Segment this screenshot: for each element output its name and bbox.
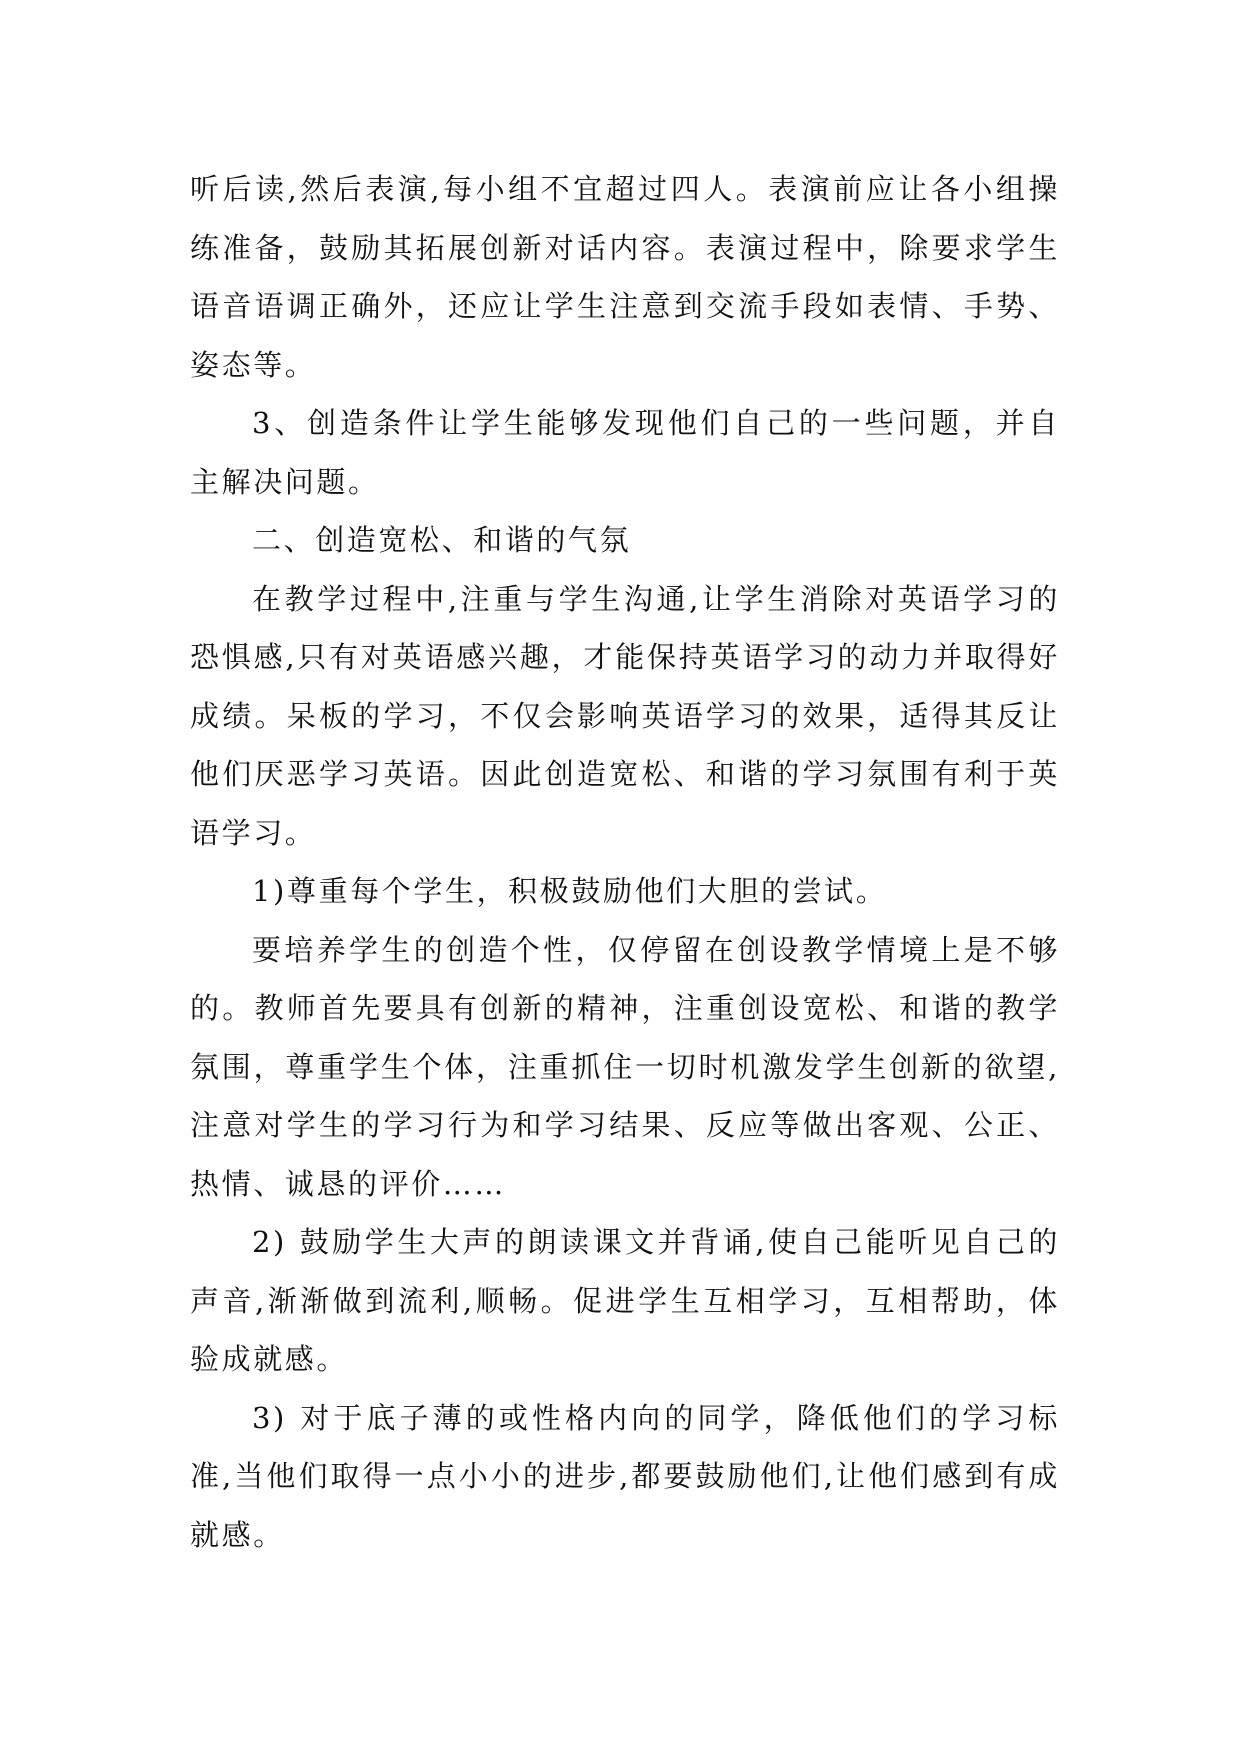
list-item-1: 1)尊重每个学生，积极鼓励他们大胆的尝试。 <box>252 874 888 908</box>
document-body <box>190 160 1060 1564</box>
list-item-3: 3) 对于底子薄的或性格内向的同学，降低他们的学习标准,当他们取得一点小小的进步,都要鼓励他们,让他们感到有成就感。 <box>190 1400 1060 1552</box>
paragraph-4: 要培养学生的创造个性，仅停留在创设教学情境上是不够的。教师首先要具有创新的精神，注重创设宽松、和谐的教学氛围，尊重学生个体，注重抓住一切时机激发学生创新的欲望,注意对学生的学习行为和学习结果、反应等做出客观、公正、热情、诚恳的评价…… <box>190 932 1060 1201</box>
paragraph-3: 在教学过程中,注重与学生沟通,让学生消除对英语学习的恐惧感,只有对英语感兴趣，才能保持英语学习的动力并取得好成绩。呆板的学习，不仅会影响英语学习的效果，适得其反让他们厌恶学习英语。因此创造宽松、和谐的学习氛围有利于英语学习。 <box>190 581 1060 850</box>
list-item-2: 2) 鼓励学生大声的朗读课文并背诵,使自己能听见自己的声音,渐渐做到流利,顺畅。促进学生互相学习，互相帮助，体验成就感。 <box>190 1225 1060 1376</box>
section-heading: 二、创造宽松、和谐的气氛 <box>252 523 632 557</box>
paragraph-1: 听后读,然后表演,每小组不宜超过四人。表演前应让各小组操练准备，鼓励其拓展创新对话内容。表演过程中，除要求学生语音语调正确外，还应让学生注意到交流手段如表情、手势、姿态等。 <box>190 172 1060 382</box>
paragraph-2: 3、创造条件让学生能够发现他们自己的一些问题，并自主解决问题。 <box>190 406 1060 499</box>
